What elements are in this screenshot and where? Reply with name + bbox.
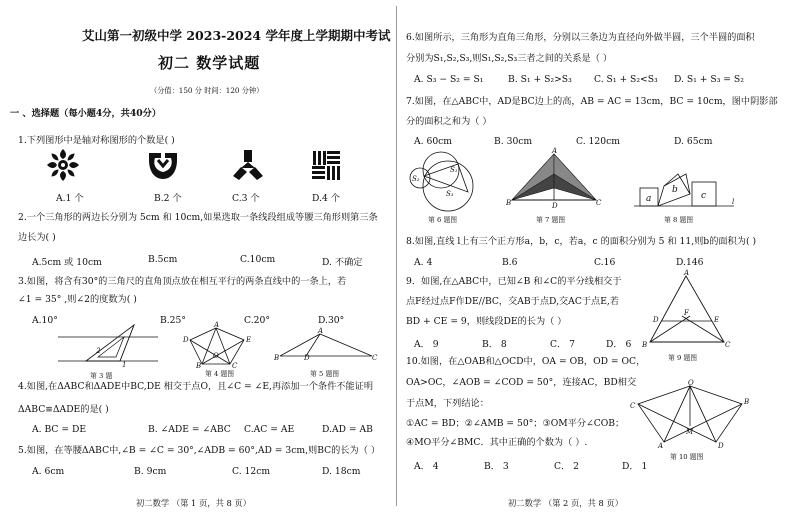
q9-line3: BD + CE = 9，则线段DE的长为（ ） xyxy=(406,316,567,327)
q8-option-b: B.6 xyxy=(502,257,518,268)
fig6-caption: 第 6 题图 xyxy=(428,216,458,224)
q5-option-d: D. 18cm xyxy=(322,466,361,477)
fig9-diagram xyxy=(642,269,731,349)
q9-option-d: D． 6 xyxy=(606,339,632,350)
q2-option-d: D. 不确定 xyxy=(322,257,363,268)
q5-option-a: A. 6cm xyxy=(32,466,65,477)
fig7-diagram xyxy=(506,147,602,210)
svg-text:A: A xyxy=(658,442,664,450)
q4-option-c: C.AC = AE xyxy=(244,424,295,435)
q9-option-a: A． 9 xyxy=(414,339,439,350)
q10-line2: OA>OC，∠AOB = ∠COD = 50°，连接AC，BD相交 xyxy=(406,377,637,388)
svg-text:l: l xyxy=(732,198,735,206)
q8-option-a: A. 4 xyxy=(414,257,433,268)
q3-line1: 3.如图，将含有30°的三角尺的直角顶点放在相互平行的两条直线中的一条上，若 xyxy=(18,276,347,287)
q9-option-c: C． 7 xyxy=(550,339,575,350)
section-heading: 一 、选择题（每小题4分，共40分） xyxy=(10,108,162,119)
svg-text:S₃: S₃ xyxy=(446,190,454,198)
svg-text:a: a xyxy=(646,194,652,204)
fig10-caption: 第 10 题图 xyxy=(670,453,704,461)
svg-text:O: O xyxy=(688,379,694,387)
q10-option-d: D． 1 xyxy=(622,461,648,472)
grid-pattern-figure xyxy=(309,148,343,182)
svg-text:A: A xyxy=(318,327,324,335)
svg-text:D: D xyxy=(718,442,724,450)
svg-text:C: C xyxy=(372,354,378,362)
q9-line2: 点F经过点F作DE//BC，交AB于点D,交AC于点E,若 xyxy=(406,296,620,307)
fig4-diagram xyxy=(180,321,252,370)
q5-option-b: B. 9cm xyxy=(134,466,167,477)
q1-stem: 1.下列图形中是轴对称图形的个数是( ) xyxy=(18,135,175,146)
fig3-diagram xyxy=(58,323,158,371)
fig10-diagram xyxy=(630,379,750,450)
fig7-caption: 第 7 题图 xyxy=(536,216,566,224)
q6-option-d: D. S₁ + S₃ = S₂ xyxy=(674,74,744,85)
q1-option-a: A.1 个 xyxy=(56,193,84,204)
q10-line4: ①AC = BD；②∠AMB = 50°；③OM平分∠COB； xyxy=(406,418,625,429)
svg-text:D: D xyxy=(552,202,558,210)
svg-text:C: C xyxy=(596,199,602,207)
q2-option-b: B.5cm xyxy=(148,254,178,265)
svg-text:B: B xyxy=(506,199,512,207)
q7-option-a: A. 60cm xyxy=(414,136,453,147)
left-page xyxy=(0,0,396,514)
q7-option-d: D. 65cm xyxy=(674,136,713,147)
q9-option-b: B． 8 xyxy=(482,339,507,350)
q7-line1: 7.如图，在△ABC中，AD是BC边上的高，AB = AC = 13cm，BC = 10cm，图中阴影部 xyxy=(406,96,778,107)
svg-text:M: M xyxy=(686,428,694,436)
svg-text:E: E xyxy=(246,336,252,344)
q8-line1: 8.如图,直线 l上有三个正方形a，b，c，若a，c 的面积分别为 5 和 11,则b的面积为( ) xyxy=(406,236,757,247)
q7-line2: 分的面积之和为（ ） xyxy=(406,116,492,127)
svg-text:C: C xyxy=(725,341,731,349)
exam-info: （分值：150 分 时间：120 分钟） xyxy=(150,86,264,95)
svg-text:A: A xyxy=(552,147,558,155)
q3-option-a: A.10° xyxy=(32,315,58,326)
q6-option-c: C. S₁ + S₂<S₃ xyxy=(594,74,658,85)
svg-text:S₁: S₁ xyxy=(450,166,458,174)
svg-text:1: 1 xyxy=(122,361,127,369)
q10-line1: 10.如图，在△OAB和△OCD中，OA = OB，OD = OC， xyxy=(406,356,646,367)
snowflake-figure xyxy=(46,148,80,182)
q8-option-d: D.146 xyxy=(676,257,704,268)
q3-line2: ∠1 = 35° ,则∠2的度数为( ) xyxy=(18,294,137,305)
q5-option-c: C. 12cm xyxy=(232,466,271,477)
q2-line1: 2.一个三角形的两边长分别为 5cm 和 10cm,如果选取一条线段组成等腰三角形则第三条 xyxy=(18,212,378,223)
svg-text:C: C xyxy=(630,402,636,410)
q6-option-b: B. S₁ + S₂>S₃ xyxy=(508,74,572,85)
q3-option-b: B.25° xyxy=(160,315,186,326)
svg-text:A: A xyxy=(684,269,690,277)
svg-text:O: O xyxy=(213,352,219,360)
q1-option-b: B.2 个 xyxy=(154,193,182,204)
q3-option-d: D.30° xyxy=(318,315,345,326)
q4-line1: 4.如图,在ΔABC和ΔADE中BC,DE 相交于点O，且∠C = ∠E,再添加一个条件不能证明 xyxy=(18,381,374,392)
q6-line1: 6.如图所示，三角形为直角三角形，分别以三条边为直径向外做半圆，三个半圆的面积 xyxy=(406,32,755,43)
svg-text:B: B xyxy=(744,398,750,406)
svg-text:B: B xyxy=(274,354,280,362)
exam-title: 艾山第一初级中学 2023-2024 学年度上学期期中考试 xyxy=(82,28,391,43)
q10-option-c: C． 2 xyxy=(554,461,579,472)
fig5-caption: 第 5 题图 xyxy=(310,370,340,378)
svg-text:D: D xyxy=(653,316,659,324)
fig5-diagram xyxy=(274,327,378,362)
q4-option-b: B. ∠ADE = ∠ABC xyxy=(148,424,231,435)
column-divider xyxy=(396,6,397,506)
q10-line3: 于点M，下列结论： xyxy=(406,398,489,409)
fig4-caption: 第 4 题图 xyxy=(205,370,235,378)
svg-text:c: c xyxy=(701,191,707,201)
fig8-caption: 第 8 题图 xyxy=(664,216,694,224)
footer-left: 初二数学 （第 1 页，共 8 页） xyxy=(136,498,252,508)
q2-line2: 边长为( ) xyxy=(18,232,56,243)
q10-option-b: B． 3 xyxy=(484,461,509,472)
q9-line1: 9．如图,在△ABC中，已知∠B 和∠C的平分线相交于 xyxy=(406,276,622,287)
svg-text:D: D xyxy=(304,354,310,362)
tri-arrow-figure xyxy=(231,148,265,182)
svg-text:B: B xyxy=(642,341,648,349)
svg-text:S₂: S₂ xyxy=(412,175,420,183)
q2-option-c: C.10cm xyxy=(240,254,276,265)
subject-title: 初二 数学试题 xyxy=(158,54,261,72)
svg-text:F: F xyxy=(684,309,689,317)
q1-option-c: C.3 个 xyxy=(232,193,260,204)
svg-text:A: A xyxy=(214,321,220,329)
q4-option-d: D.AD = AB xyxy=(322,424,373,435)
right-page xyxy=(398,0,794,514)
fig9-caption: 第 9 题图 xyxy=(668,354,698,362)
svg-text:2: 2 xyxy=(96,347,101,355)
q6-line2: 分别为S₁,S₂,S₃,则S₁,S₂,S₃三者之间的关系是（ ） xyxy=(406,53,613,64)
svg-text:D: D xyxy=(183,336,189,344)
q8-option-c: C.16 xyxy=(594,257,616,268)
q1-option-d: D.4 个 xyxy=(312,193,340,204)
q6-option-a: A. S₃ − S₂ = S₁ xyxy=(414,74,484,85)
q5-line1: 5.如图，在等腰ΔABC中,∠B = ∠C = 30°,∠ADB = 60°,AD = 3cm,则BC的长为（ ） xyxy=(18,445,381,456)
q10-option-a: A． 4 xyxy=(414,461,439,472)
footer-right: 初二数学 （第 2 页，共 8 页） xyxy=(508,498,624,508)
svg-text:b: b xyxy=(672,185,678,195)
q10-line5: ④MO平分∠BMC．其中正确的个数为（ ）. xyxy=(406,437,588,448)
bank-logo-figure xyxy=(146,148,180,182)
svg-text:C: C xyxy=(232,362,238,370)
q4-option-a: A. BC = DE xyxy=(32,424,87,435)
fig6-diagram xyxy=(408,152,486,212)
q7-option-b: B. 30cm xyxy=(494,136,533,147)
q4-line2: ΔABC≌ΔADE的是( ) xyxy=(18,404,109,415)
svg-text:B: B xyxy=(196,362,202,370)
fig3-caption: 第 3 题 xyxy=(90,372,113,380)
fig8-diagram xyxy=(634,166,740,210)
q3-option-c: C.20° xyxy=(244,315,270,326)
svg-text:E: E xyxy=(714,316,720,324)
q7-option-c: C. 120cm xyxy=(576,136,620,147)
q2-option-a: A.5cm 或 10cm xyxy=(32,257,102,268)
